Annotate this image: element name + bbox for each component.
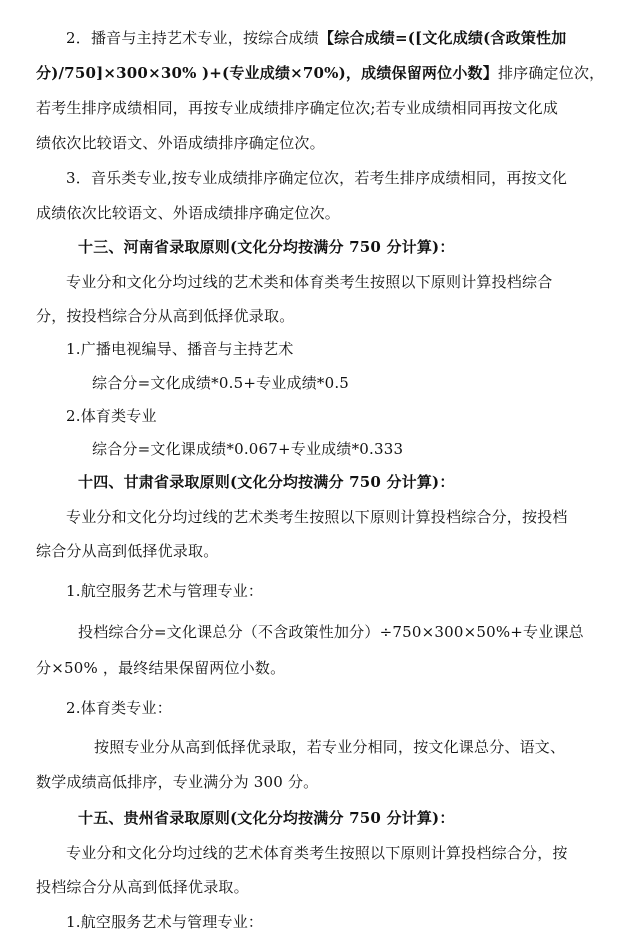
s14-intro-line2: 综合分从高到低择优录取。 [36,542,219,560]
s12-item2-line2-bold: 分)/750]×300×30% )+(专业成绩×70%)，成绩保留两位小数】 [36,64,498,82]
s14-item2-line2: 数学成绩高低排序，专业满分为 300 分。 [36,773,319,791]
s15-intro-line1: 专业分和文化分均过线的艺术体育类考生按照以下原则计算投档综合分，按 [66,844,568,862]
s12-item2-line1 [66,28,566,48]
s14-item1-line2: 分×50% ，最终结果保留两位小数。 [36,659,286,677]
s13-heading: 十三、河南省录取原则(文化分均按满分 750 分计算)： [78,238,455,256]
s14-item1-line1: 投档综合分=文化课总分（不含政策性加分）÷750×300×50%+专业课总 [78,623,584,641]
s14-intro-line1: 专业分和文化分均过线的艺术类考生按照以下原则计算投档综合分，按投档 [66,508,568,526]
s13-item2-formula: 综合分=文化课成绩*0.067+专业成绩*0.333 [92,440,404,458]
s13-intro-line2: 分，按投档综合分从高到低择优录取。 [36,307,295,325]
s14-heading: 十四、甘肃省录取原则(文化分均按满分 750 分计算)： [78,473,455,491]
s14-item1-title: 1.航空服务艺术与管理专业： [66,582,264,600]
s12-item2-line2 [36,63,604,83]
s12-item2-line3: 若考生排序成绩相同，再按专业成绩排序确定位次;若专业成绩相同再按文化成 [36,99,559,117]
s12-item3-line2: 成绩依次比较语文、外语成绩排序确定位次。 [36,204,341,222]
s15-heading: 十五、贵州省录取原则(文化分均按满分 750 分计算)： [78,809,455,827]
s15-intro-line2: 投档综合分从高到低择优录取。 [36,878,249,896]
s12-item3-line1: 3．音乐类专业,按专业成绩排序确定位次，若考生排序成绩相同，再按文化 [66,169,568,187]
s15-item1-title: 1.航空服务艺术与管理专业： [66,913,264,931]
s12-item2-line2-text: 排序确定位次， [497,64,605,82]
s12-item2-line4: 绩依次比较语文、外语成绩排序确定位次。 [36,134,325,152]
s14-item2-title: 2.体育类专业： [66,699,172,717]
s14-item2-line1: 按照专业分从高到低择优录取，若专业分相同，按文化课总分、语文、 [94,738,566,756]
s13-intro-line1: 专业分和文化分均过线的艺术类和体育类考生按照以下原则计算投档综合 [66,273,553,291]
s12-item2-line1-bold: 【综合成绩=([文化成绩(含政策性加 [318,29,567,47]
s12-item2-line1-text: 2．播音与主持艺术专业，按综合成绩 [66,29,319,47]
s13-item1-formula: 综合分=文化成绩*0.5+专业成绩*0.5 [92,374,350,392]
s13-item2-title: 2.体育类专业 [66,407,157,425]
s13-item1-title: 1.广播电视编导、播音与主持艺术 [66,340,294,358]
